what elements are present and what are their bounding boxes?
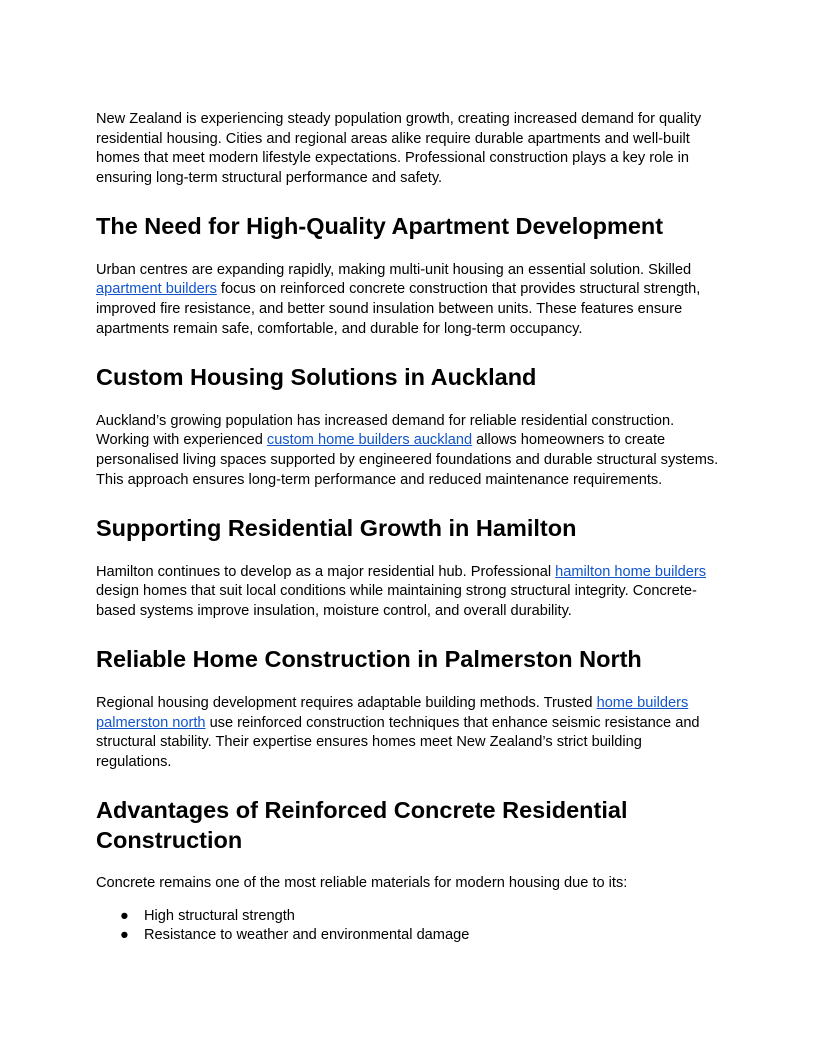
paragraph-hamilton — [96, 563, 720, 622]
text-after-link: focus on reinforced concrete construction that provides structural strength, improved fire resistance, and better sound insulation between units. These features ensure apartments remain safe, comfortable, and durable for long-term occupancy. — [96, 281, 701, 337]
list-item — [96, 926, 720, 946]
text-after-link: allows homeowners to create personalised living spaces supported by engineered foundations and durable structural systems. This approach ensures long-term performance and reduced maintenance requirements. — [96, 432, 719, 488]
link-home-builders-palmerston-north[interactable]: home builders palmerston north — [96, 694, 689, 731]
text-before-link: Hamilton continues to develop as a major residential hub. Professional — [96, 563, 556, 580]
intro-paragraph: New Zealand is experiencing steady population growth, creating increased demand for quality residential housing. Cities and regional areas alike require durable apartments and well-built homes that meet modern lifestyle expectations. Professional construction plays a key role in ensuring long-term structural performance and safety. — [96, 111, 702, 186]
text-before-link: Urban centres are expanding rapidly, making multi-unit housing an essential solution. Skilled — [96, 261, 692, 278]
heading-apartment-development: The Need for High-Quality Apartment Development — [96, 213, 664, 240]
list-item-text: High structural strength — [144, 907, 295, 924]
heading-advantages: Advantages of Reinforced Concrete Residential Construction — [96, 797, 628, 853]
advantages-list — [96, 907, 720, 946]
heading-palmerston-north: Reliable Home Construction in Palmerston North — [96, 646, 642, 673]
paragraph-advantages-intro: Concrete remains one of the most reliable materials for modern housing due to its: — [96, 875, 628, 892]
heading-hamilton: Supporting Residential Growth in Hamilton — [96, 515, 577, 542]
list-item-text: Resistance to weather and environmental damage — [144, 927, 470, 944]
text-after-link: use reinforced construction techniques that enhance seismic resistance and structural stability. Their expertise ensures homes meet New Zealand’s strict building regulations. — [96, 714, 700, 770]
list-item — [96, 907, 720, 927]
text-after-link: design homes that suit local conditions while maintaining strong structural integrity. Concrete-based systems improve insulation, moisture control, and overall durability. — [96, 583, 697, 619]
bullet-icon: ● — [120, 927, 129, 944]
bullet-icon: ● — [120, 907, 129, 924]
paragraph-auckland — [96, 412, 720, 490]
heading-auckland: Custom Housing Solutions in Auckland — [96, 364, 537, 391]
paragraph-apartment-development — [96, 261, 720, 339]
link-custom-home-builders-auckland[interactable]: custom home builders auckland — [266, 432, 473, 449]
text-before-link: Regional housing development requires adaptable building methods. Trusted — [96, 694, 597, 711]
paragraph-palmerston-north — [96, 694, 720, 772]
link-apartment-builders[interactable]: apartment builders — [96, 281, 217, 298]
text-before-link: Auckland’s growing population has increased demand for reliable residential construction. Working with experienced — [96, 412, 675, 449]
link-hamilton-home-builders[interactable]: hamilton home builders — [555, 563, 707, 580]
